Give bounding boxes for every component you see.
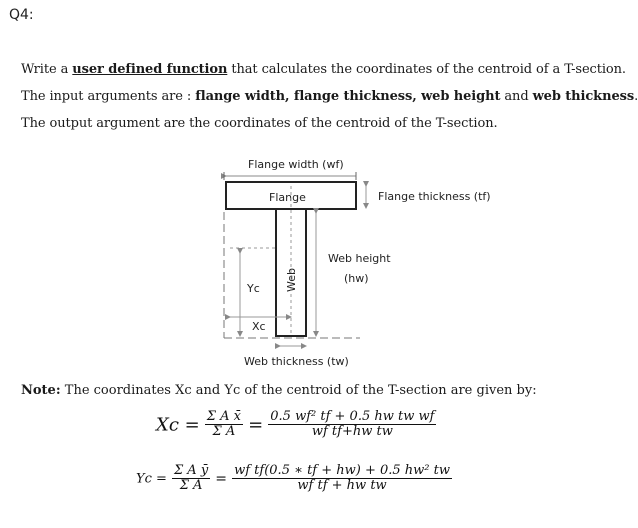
line1-pre: Write a	[21, 62, 73, 77]
xc-equals: =	[248, 414, 264, 436]
t-section-diagram	[210, 152, 540, 374]
note-text: The coordinates Xc and Yc of the centroid of the T-section are given by:	[60, 383, 537, 398]
web-thickness-label: Web thickness (tw)	[244, 355, 349, 368]
yc-lhs: Yc =	[136, 471, 167, 487]
equation-xc	[156, 410, 436, 440]
question-label: Q4:	[9, 7, 34, 23]
web-height-label-2: (hw)	[344, 272, 369, 285]
web-height-label-1: Web height	[328, 252, 391, 265]
paragraph-line-3: The output argument are the coordinates of the centroid of the T-section.	[21, 116, 498, 131]
line2-bold-1: flange width, flange thickness, web height	[195, 89, 501, 104]
line2-bold-2: web thickness	[532, 89, 635, 104]
web-label: Web	[285, 268, 298, 292]
note-line	[21, 383, 537, 398]
paragraph-line-1	[21, 62, 626, 77]
line1-post: that calculates the coordinates of the centroid of a T-section.	[227, 62, 626, 77]
equation-yc	[136, 464, 452, 494]
flange-width-label: Flange width (wf)	[248, 158, 344, 171]
yc-num-1: Σ A ȳ	[173, 463, 209, 478]
xc-num-1: Σ A x̄	[206, 409, 241, 424]
xc-den-1: Σ A	[212, 424, 236, 440]
yc-den-2: wf tf + hw tw	[297, 478, 387, 494]
yc-label: Yc	[247, 282, 260, 295]
xc-lhs: Xc =	[156, 414, 200, 436]
yc-den-1: Σ A	[179, 478, 203, 494]
xc-label: Xc	[252, 320, 266, 333]
flange-label: Flange	[269, 191, 306, 204]
paragraph-line-2	[21, 89, 638, 104]
note-bold: Note:	[21, 383, 61, 398]
line2-pre: The input arguments are :	[21, 89, 196, 104]
yc-num-2: wf tf(0.5 ∗ tf + hw) + 0.5 hw² tw	[234, 463, 450, 478]
user-defined-function-term: user defined function	[72, 62, 228, 77]
xc-den-2: wf tf+hw tw	[311, 424, 393, 440]
yc-equals: =	[215, 471, 228, 488]
line2-mid: and	[500, 89, 533, 104]
xc-num-2: 0.5 wf² tf + 0.5 hw tw wf	[270, 409, 435, 424]
line2-end: .	[634, 89, 638, 104]
flange-thickness-label: Flange thickness (tf)	[378, 190, 491, 203]
